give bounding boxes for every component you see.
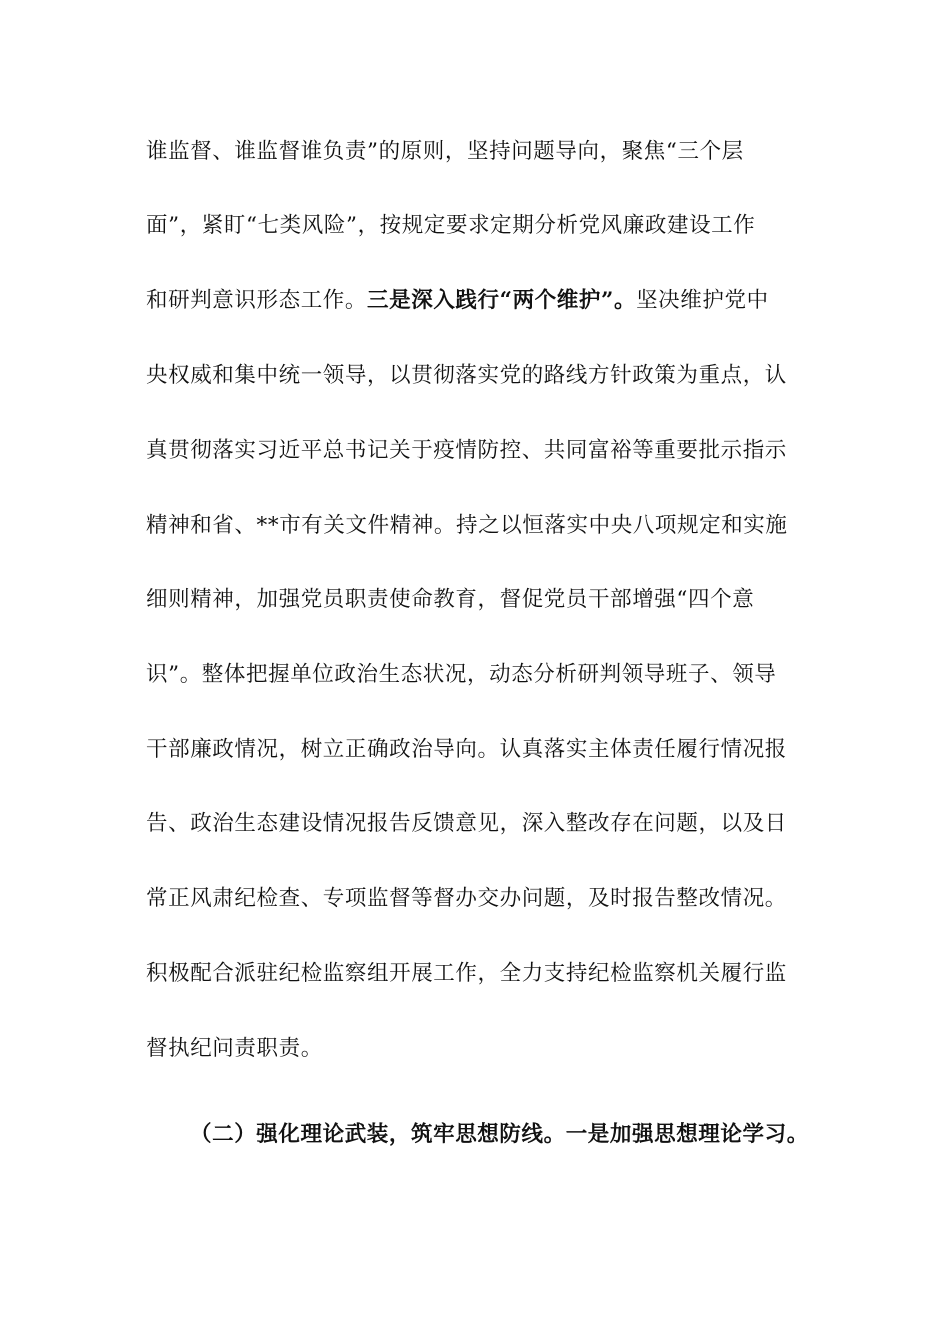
paragraph-line-with-bold — [146, 286, 806, 316]
paragraph-line: 细则精神，加强党员职责使命教育，督促党员干部增强“四个意 — [146, 587, 755, 612]
paragraph-line: 督执纪问责职责。 — [146, 1036, 323, 1061]
paragraph-line: 识”。整体把握单位政治生态状况，动态分析研判领导班子、领导 — [146, 662, 777, 687]
paragraph-line: 真贯彻落实习近平总书记关于疫情防控、共同富裕等重要批示指示 — [146, 438, 787, 463]
paragraph-line: 干部廉政情况，树立正确政治导向。认真落实主体责任履行情况报 — [146, 737, 787, 762]
paragraph-line: 谁监督、谁监督谁负责”的原则，坚持问题导向，聚焦“三个层 — [146, 139, 744, 164]
paragraph-line: 精神和省、**市有关文件精神。持之以恒落实中央八项规定和实施 — [146, 513, 788, 538]
paragraph-line: 告、政治生态建设情况报告反馈意见，深入整改存在问题，以及日 — [146, 811, 787, 836]
paragraph-line: 积极配合派驻纪检监察组开展工作，全力支持纪检监察机关履行监 — [146, 961, 787, 986]
section-heading: （二）强化理论武装，筑牢思想防线。一是加强思想理论学习。 — [190, 1122, 809, 1147]
paragraph-line: 面”，紧盯“七类风险”，按规定要求定期分析党风廉政建设工作 — [146, 213, 756, 238]
paragraph-line: 央权威和集中统一领导，以贯彻落实党的路线方针政策为重点，认 — [146, 363, 787, 388]
text-segment: 坚决维护党中 — [636, 288, 769, 313]
paragraph-line: 常正风肃纪检查、专项监督等督办交办问题，及时报告整改情况。 — [146, 886, 787, 911]
bold-text-segment: 三是深入践行“两个维护”。 — [367, 288, 637, 313]
text-segment: 和研判意识形态工作。 — [146, 288, 368, 313]
